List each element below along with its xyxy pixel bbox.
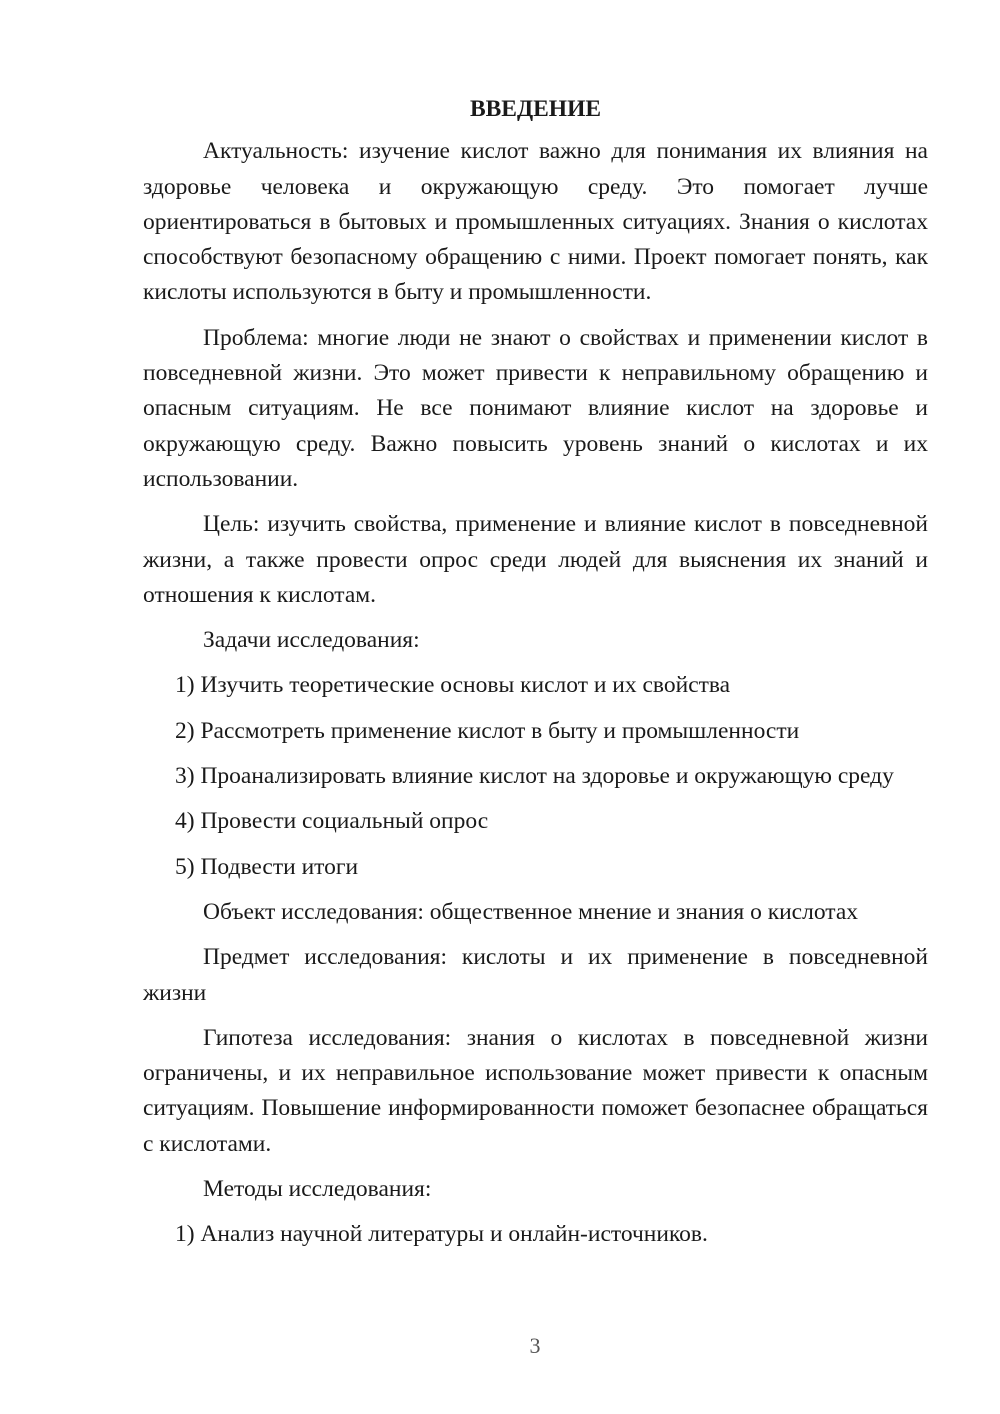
task-item: 1) Изучить теоретические основы кислот и их свойства xyxy=(175,672,731,699)
task-item: 3) Проанализировать влияние кислот на здоровье и окружающую среду xyxy=(175,763,894,790)
method-item: 1) Анализ научной литературы и онлайн-источников. xyxy=(175,1221,708,1248)
relevance-paragraph: Актуальность: изучение кислот важно для понимания их влияния на здоровье человека и окружающую среду. Это помогает лучше ориентироваться в бытовых и промышленных ситуациях. Знания о кислотах способствуют безопасному обращению с ними. Проект помогает понять, как кислоты используются в быту и промышленности. xyxy=(143,138,928,306)
task-item: 4) Провести социальный опрос xyxy=(175,808,489,835)
tasks-title: Задачи исследования: xyxy=(203,627,420,654)
subject-paragraph: Предмет исследования: кислоты и их применение в повседневной жизни xyxy=(143,944,928,1006)
object-paragraph: Объект исследования: общественное мнение и знания о кислотах xyxy=(203,898,859,925)
section-heading: ВВЕДЕНИЕ xyxy=(469,96,602,122)
hypothesis-paragraph: Гипотеза исследования: знания о кислотах в повседневной жизни ограничены, и их неправильное использование может привести к опасным ситуациям. Повышение информированности поможет безопаснее обращаться с кислотами. xyxy=(143,1024,928,1157)
task-item: 5) Подвести итоги xyxy=(175,853,359,880)
page-content xyxy=(143,92,928,1263)
methods-title: Методы исследования: xyxy=(203,1176,432,1203)
goal-paragraph: Цель: изучить свойства, применение и влияние кислот в повседневной жизни, а также провести опрос среди людей для выяснения их знаний и отношения к кислотам. xyxy=(143,511,928,608)
task-item: 2) Рассмотреть применение кислот в быту и промышленности xyxy=(175,717,800,744)
page-number: 3 xyxy=(529,1333,541,1358)
problem-paragraph: Проблема: многие люди не знают о свойствах и применении кислот в повседневной жизни. Это может привести к неправильному обращению и опасным ситуациям. Не все понимают влияние кислот на здоровье и окружающую среду. Важно повысить уровень знаний о кислотах и их использовании. xyxy=(143,324,928,492)
